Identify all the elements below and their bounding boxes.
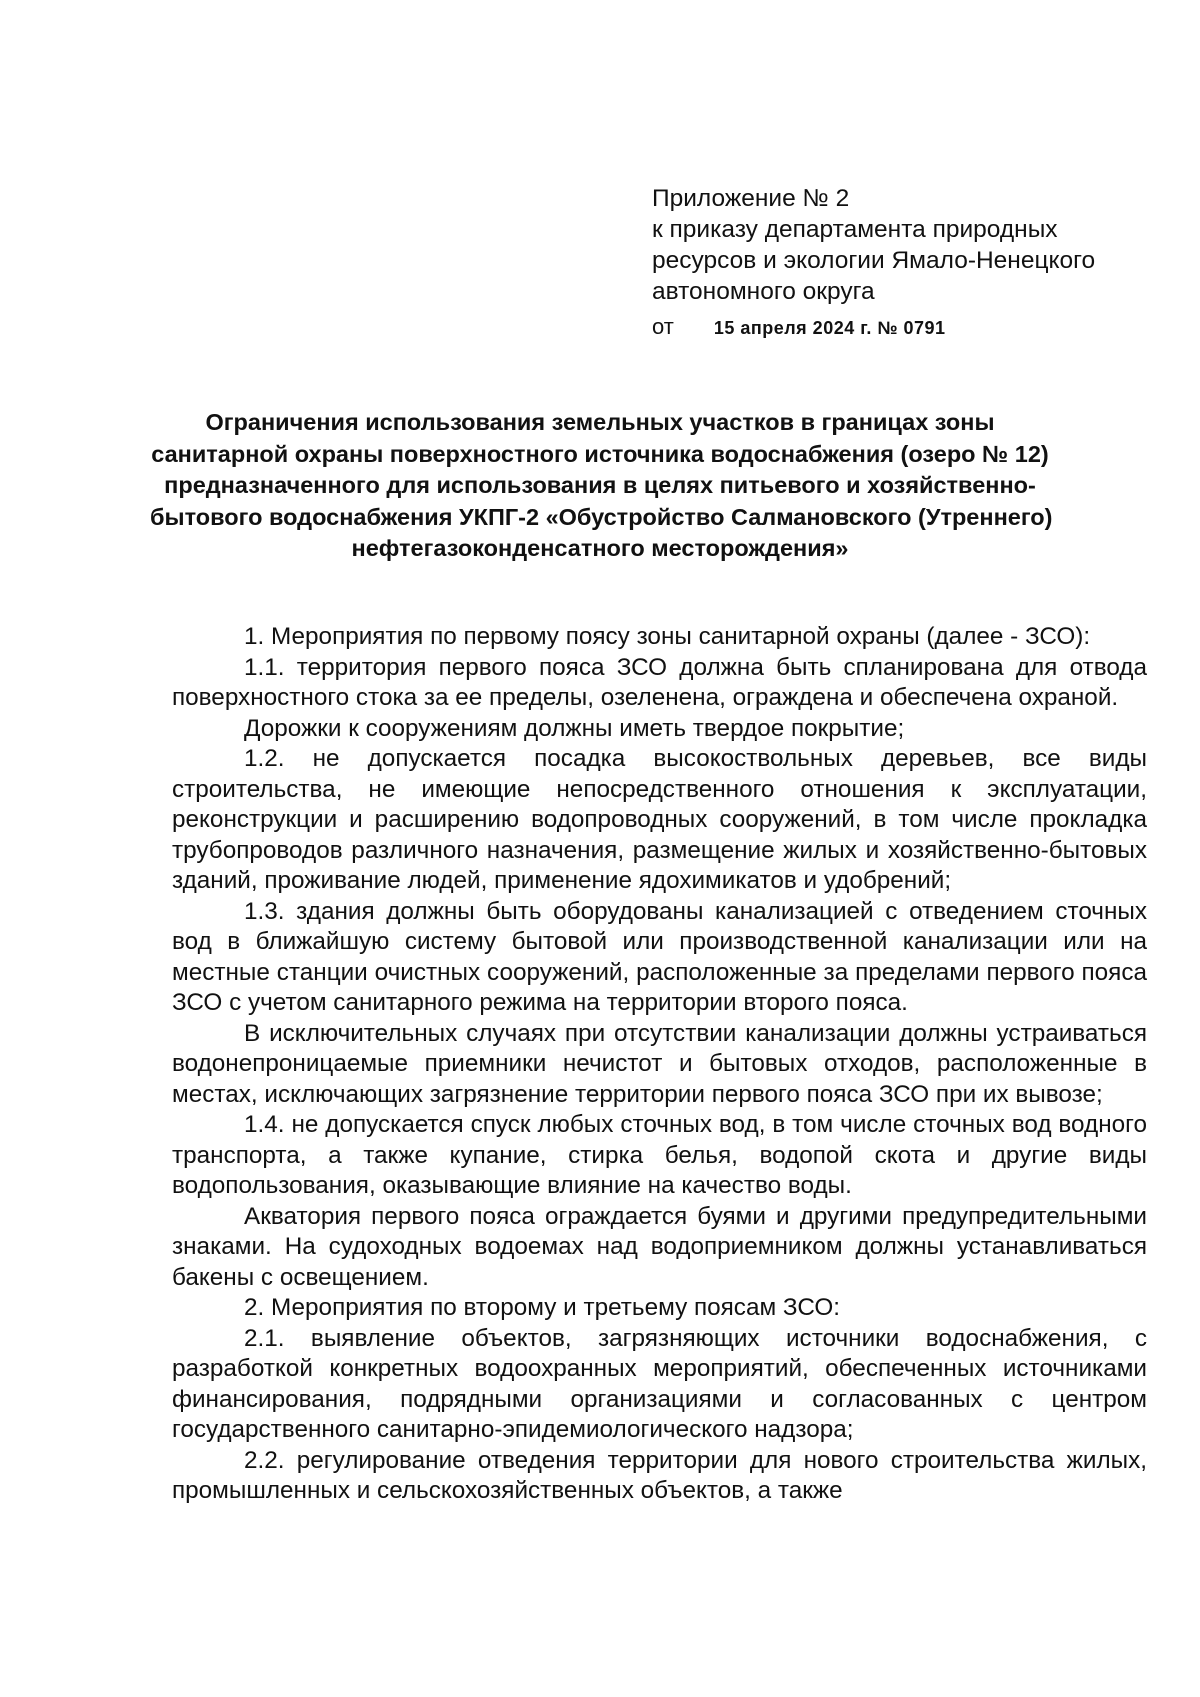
- title-line-2: санитарной охраны поверхностного источника водоснабжения (озеро № 12): [151, 440, 1049, 467]
- title-line-1: Ограничения использования земельных участков в границах зоны: [205, 409, 995, 435]
- paragraph-section-1: 1. Мероприятия по первому поясу зоны санитарной охраны (далее - ЗСО):: [244, 623, 1091, 650]
- paragraph-1-1: 1.1. территория первого пояса ЗСО должна быть спланирована для отвода поверхностного стока за ее пределы, озеленена, ограждена и обеспечена охраной.: [172, 653, 1147, 711]
- title-line-5: нефтегазоконденсатного месторождения»: [351, 535, 849, 561]
- paragraph-1-2: 1.2. не допускается посадка высокоствольных деревьев, все виды строительства, не имеющие непосредственного отношения к эксплуатации, реконструкции и расширению водопроводных сооружений, в том числе прокладка трубопроводов различного назначения, размещение жилых и хозяйственно-бытовых зданий, проживание людей, применение ядохимикатов и удобрений;: [172, 745, 1147, 894]
- approval-order-date-line: [652, 311, 1132, 344]
- approval-order-line-3: автономного округа: [652, 278, 875, 305]
- approval-ot-label: от: [652, 314, 674, 339]
- paragraph-exceptional-cases: В исключительных случаях при отсутствии канализации должны устраиваться водонепроницаемые приемники нечистот и бытовых отходов, расположенные в местах, исключающих загрязнение территории первого пояса ЗСО при их вывозе;: [172, 1019, 1147, 1108]
- paragraph-section-2: 2. Мероприятия по второму и третьему поясам ЗСО:: [244, 1294, 840, 1321]
- paragraph-2-2: 2.2. регулирование отведения территории для нового строительства жилых, промышленных и сельскохозяйственных объектов, а также: [172, 1446, 1147, 1504]
- paragraph-1-4: 1.4. не допускается спуск любых сточных вод, в том числе сточных вод водного транспорта, а также купание, стирка белья, водопой скота и другие виды водопользования, оказывающие влияние на качество воды.: [172, 1111, 1147, 1199]
- approval-order-line-2: ресурсов и экологии Ямало-Ненецкого: [652, 247, 1096, 274]
- paragraph-water-area: Акватория первого пояса ограждается буями и другими предупредительными знаками. На судоходных водоемах над водоприемником должны устанавливаться бакены с освещением.: [172, 1202, 1147, 1291]
- paragraph-2-1: 2.1. выявление объектов, загрязняющих источники водоснабжения, с разработкой конкретных водоохранных мероприятий, обеспеченных источниками финансирования, подрядными организациями и согласованных с центром государственного санитарно-эпидемиологического надзора;: [172, 1324, 1147, 1443]
- document-body: [172, 622, 1147, 1507]
- document-title: [150, 407, 1053, 565]
- approval-block: [652, 183, 1132, 344]
- approval-order-reference: 15 апреля 2024 г. № 0791: [713, 318, 946, 338]
- approval-order-line-1: к приказу департамента природных: [652, 216, 1058, 243]
- paragraph-1-3: 1.3. здания должны быть оборудованы канализацией с отведением сточных вод в ближайшую систему бытовой или производственной канализации или на местные станции очистных сооружений, расположенные за пределами первого пояса ЗСО с учетом санитарного режима на территории второго пояса.: [172, 897, 1147, 1016]
- approval-annex-number: Приложение № 2: [652, 185, 850, 212]
- title-line-4: бытового водоснабжения УКПГ-2 «Обустройство Салмановского (Утреннего): [150, 503, 1053, 530]
- title-line-3: предназначенного для использования в целях питьевого и хозяйственно-: [164, 472, 1036, 498]
- paragraph-paths: Дорожки к сооружениям должны иметь твердое покрытие;: [244, 714, 905, 742]
